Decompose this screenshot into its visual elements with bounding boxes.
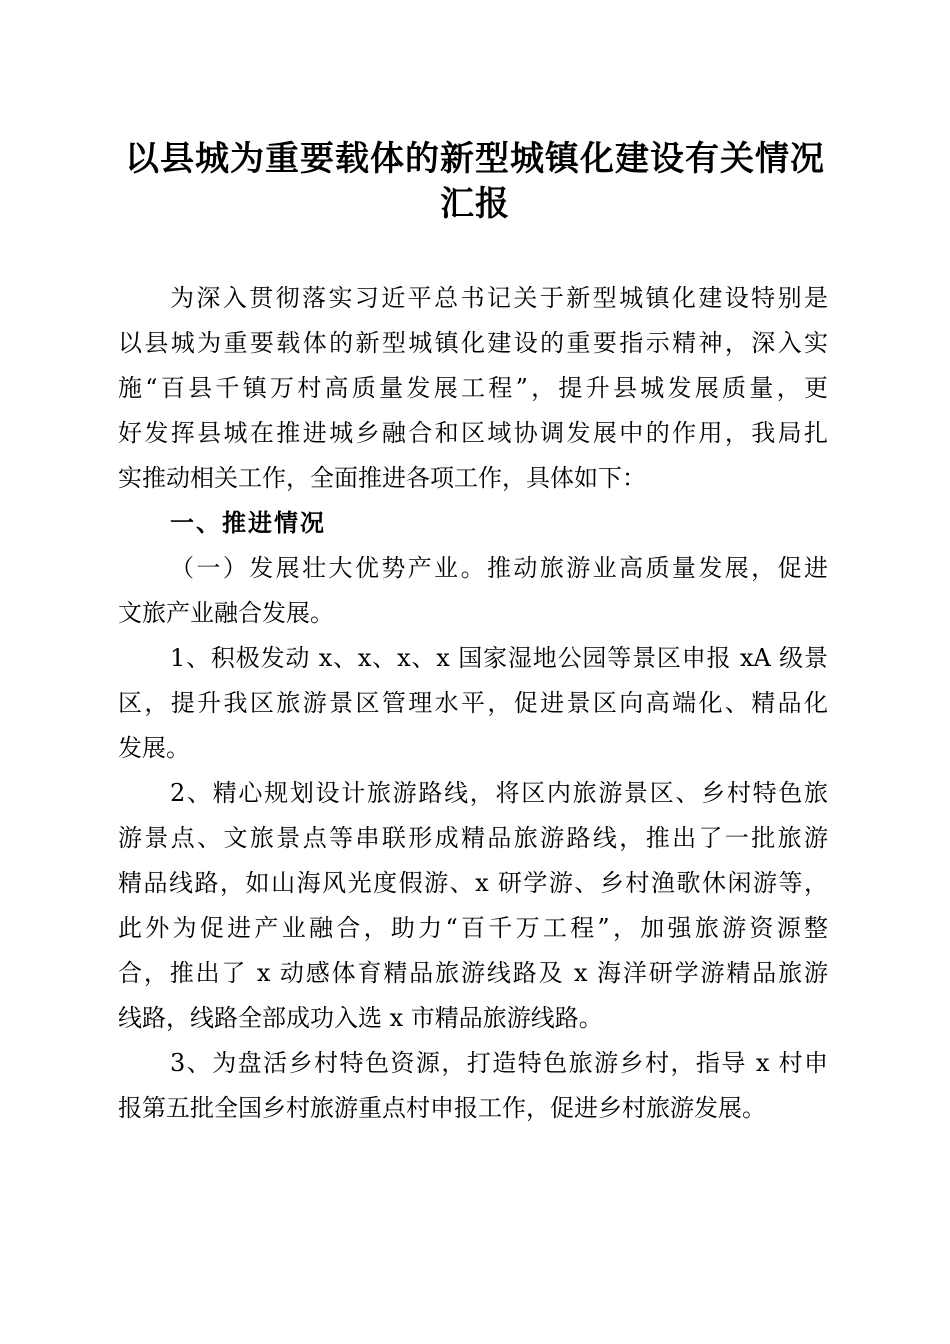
document-title-line-2: 汇报 xyxy=(440,184,510,224)
text-line: 一、推进情况 xyxy=(170,509,326,537)
text-line: 发展。 xyxy=(118,734,190,762)
text-line: 精品线路，如山海风光度假游、x 研学游、乡村渔歌休闲游等， xyxy=(118,869,828,897)
text-line: 为深入贯彻落实习近平总书记关于新型城镇化建设特别是 xyxy=(170,284,828,312)
text-line: 报第五批全国乡村旅游重点村申报工作，促进乡村旅游发展。 xyxy=(118,1094,766,1122)
text-line: 线路，线路全部成功入选 x 市精品旅游线路。 xyxy=(118,1004,603,1032)
text-line: （一）发展壮大优势产业。推动旅游业高质量发展，促进 xyxy=(170,554,828,582)
paragraph xyxy=(118,636,828,771)
text-line: 3、为盘活乡村特色资源，打造特色旅游乡村，指导 x 村申 xyxy=(170,1049,828,1077)
text-line: 此外为促进产业融合，助力“百千万工程”，加强旅游资源整 xyxy=(118,914,828,942)
text-line: 实推动相关工作，全面推进各项工作，具体如下： xyxy=(118,464,646,492)
text-line: 2、精心规划设计旅游路线，将区内旅游景区、乡村特色旅 xyxy=(170,779,828,807)
text-line: 游景点、文旅景点等串联形成精品旅游路线，推出了一批旅游 xyxy=(118,824,828,852)
text-line: 合，推出了 x 动感体育精品旅游线路及 x 海洋研学游精品旅游 xyxy=(118,959,828,987)
document-title-line-1: 以县城为重要载体的新型城镇化建设有关情况 xyxy=(125,139,825,179)
text-line: 好发挥县城在推进城乡融合和区域协调发展中的作用，我局扎 xyxy=(118,419,828,447)
document-body xyxy=(118,276,828,1131)
paragraph xyxy=(118,546,828,636)
paragraph xyxy=(118,1041,828,1131)
paragraph xyxy=(118,771,828,1041)
text-line: 1、积极发动 x、x、x、x 国家湿地公园等景区申报 xA 级景 xyxy=(170,644,828,672)
text-line: 施“百县千镇万村高质量发展工程”，提升县城发展质量，更 xyxy=(118,374,828,402)
section-heading xyxy=(118,501,828,546)
text-line: 文旅产业融合发展。 xyxy=(118,599,334,627)
text-line: 区，提升我区旅游景区管理水平，促进景区向高端化、精品化 xyxy=(118,689,828,717)
text-line: 以县城为重要载体的新型城镇化建设的重要指示精神，深入实 xyxy=(118,329,828,357)
paragraph xyxy=(118,276,828,501)
